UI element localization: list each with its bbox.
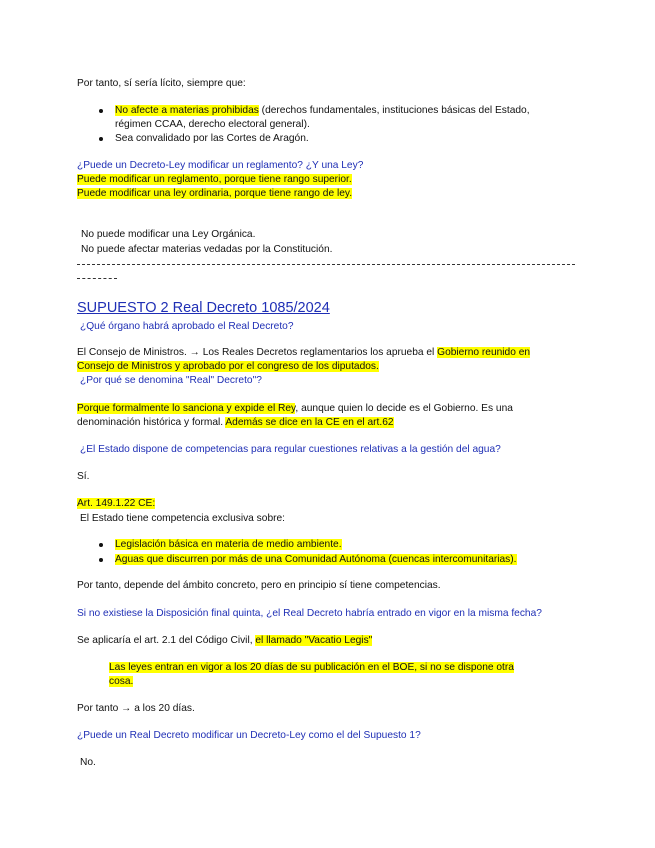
answer-no: No.: [80, 757, 96, 768]
question-real: ¿Por qué se denomina "Real" Decreto"?: [80, 375, 262, 386]
bullet-item-medio-ambiente: Legislación básica en materia de medio ambiente.: [115, 539, 342, 550]
bullet-icon: [99, 137, 103, 141]
conclusion-competencias: Por tanto, depende del ámbito concreto, pero en principio sí tiene competencias.: [77, 580, 441, 591]
bullet-item-2: Sea convalidado por las Cortes de Aragón.: [115, 133, 309, 144]
separator-line: [77, 264, 575, 265]
bullet-item-1: No afecte a materias prohibidas (derechos fundamentales, instituciones básicas del Estado,: [115, 105, 530, 116]
answer-line-1: Puede modificar un reglamento, porque tiene rango superior.: [77, 174, 352, 185]
answer-real-line-2: denominación histórica y formal. Además se dice en la CE en el art.62: [77, 417, 394, 428]
answer-real-line-1: Porque formalmente lo sanciona y expide el Rey, aunque quien lo decide es el Gobierno. Es una: [77, 403, 513, 414]
question-organo: ¿Qué órgano habrá aprobado el Real Decreto?: [80, 321, 294, 332]
question-decreto-ley: ¿Puede un Decreto-Ley modificar un reglamento? ¿Y una Ley?: [77, 160, 364, 171]
answer-si: Sí.: [77, 471, 90, 482]
quote-line-2: cosa.: [109, 676, 134, 687]
answer-line-2: Puede modificar una ley ordinaria, porque tiene rango de ley.: [77, 188, 353, 199]
conclusion-20-dias: Por tanto → a los 20 días.: [77, 703, 195, 714]
answer-codigo-civil: Se aplicaría el art. 2.1 del Código Civil, el llamado "Vacatio Legis": [77, 635, 373, 646]
intro-text: Por tanto, sí sería lícito, siempre que:: [77, 78, 246, 89]
article-intro: El Estado tiene competencia exclusiva sobre:: [80, 513, 285, 524]
article-reference: Art. 149.1.22 CE:: [77, 498, 156, 509]
quote-line-1: Las leyes entran en vigor a los 20 días de su publicación en el BOE, si no se dispone otra: [109, 662, 514, 673]
separator-line-tail: [77, 278, 117, 279]
question-disposicion: Si no existiese la Disposición final quinta, ¿el Real Decreto habría entrado en vigor en la misma fecha?: [77, 608, 542, 619]
bullet-icon: [99, 109, 103, 113]
section-heading-supuesto-2[interactable]: SUPUESTO 2 Real Decreto 1085/2024: [77, 300, 330, 316]
bullet-item-aguas: Aguas que discurren por más de una Comunidad Autónoma (cuencas intercomunitarias).: [115, 554, 517, 565]
note-line-2: No puede afectar materias vedadas por la Constitución.: [81, 244, 333, 255]
note-line-1: No puede modificar una Ley Orgánica.: [81, 229, 256, 240]
bullet-icon: [99, 543, 103, 547]
answer-organo-line-2: Consejo de Ministros y aprobado por el congreso de los diputados.: [77, 361, 379, 372]
question-agua: ¿El Estado dispone de competencias para regular cuestiones relativas a la gestión del agua?: [80, 444, 501, 455]
question-real-decreto-modificar: ¿Puede un Real Decreto modificar un Decreto-Ley como el del Supuesto 1?: [77, 730, 421, 741]
bullet-item-1-cont: régimen CCAA, derecho electoral general).: [115, 119, 310, 130]
answer-organo-line-1: El Consejo de Ministros. → Los Reales Decretos reglamentarios los aprueba el Gobierno reunido en: [77, 347, 531, 358]
bullet-icon: [99, 558, 103, 562]
